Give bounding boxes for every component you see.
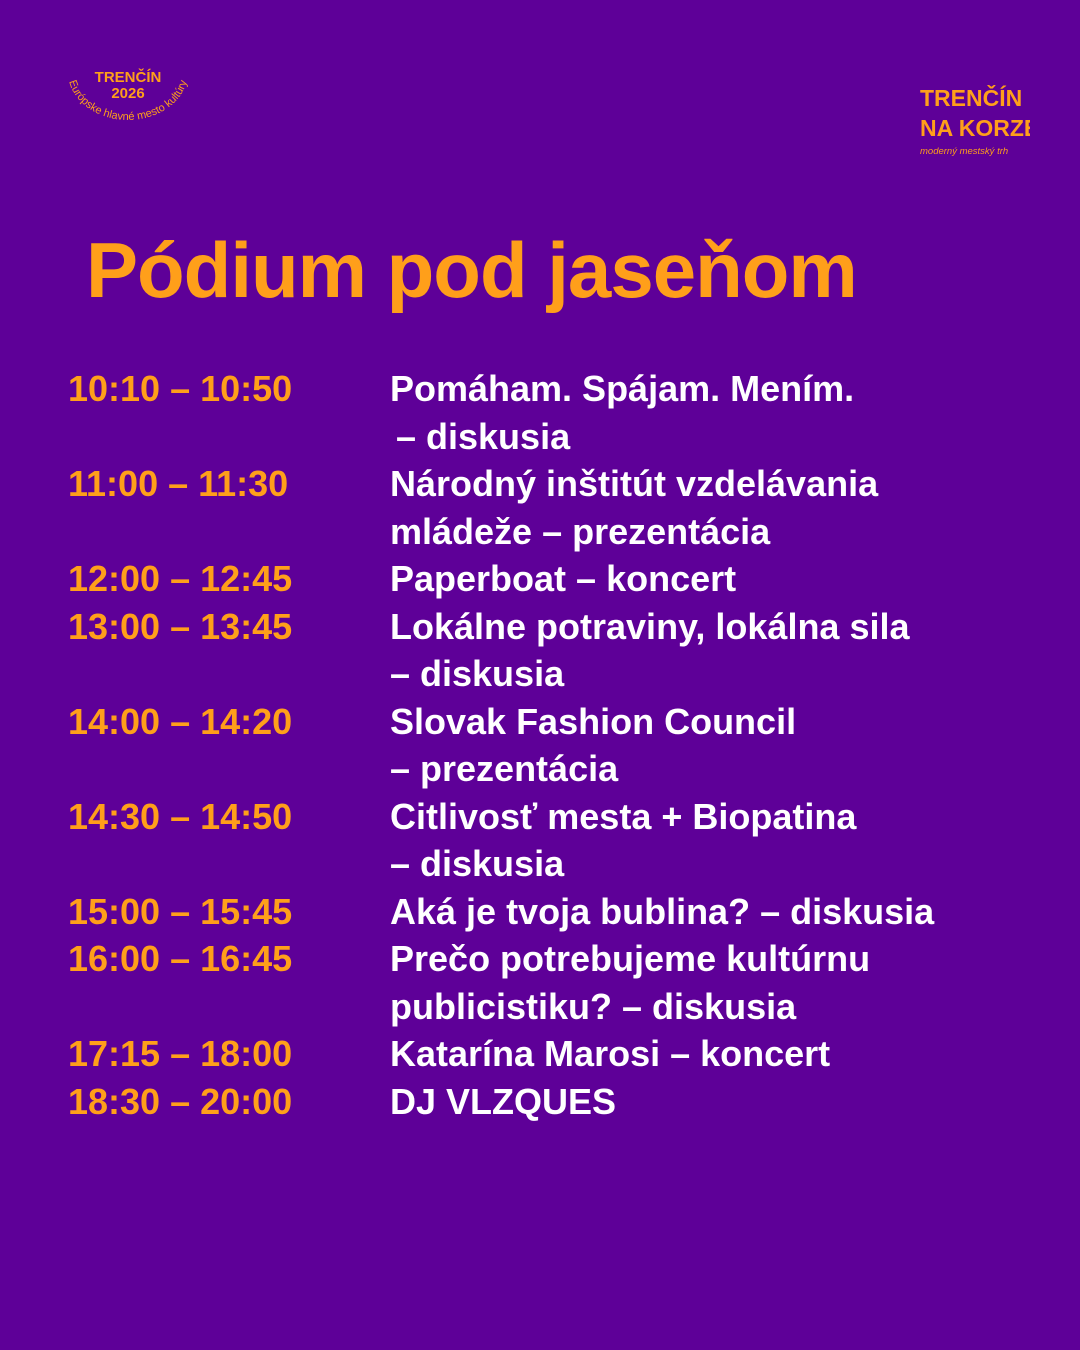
schedule-event-line: Slovak Fashion Council: [390, 700, 797, 742]
trencin-na-korze-logo-icon: [910, 78, 1030, 164]
schedule-event-line: – diskusia: [390, 843, 565, 884]
schedule-event-line: Prečo potrebujeme kultúrnu: [390, 938, 871, 979]
schedule-event-line: Lokálne potraviny, lokálna sila: [390, 605, 910, 647]
schedule-time: 15:00 – 15:45: [68, 890, 293, 932]
schedule-event: [390, 698, 1028, 793]
schedule-event-line: Národný inštitút vzdelávania: [390, 463, 879, 504]
schedule-event-line: – diskusia: [390, 653, 565, 694]
schedule-time: 18:30 – 20:00: [68, 1080, 293, 1122]
schedule-row: [68, 793, 1028, 888]
schedule-event-line: Paperboat – koncert: [390, 558, 737, 599]
schedule-event: [390, 1030, 1028, 1078]
schedule-event-line: Katarína Marosi – koncert: [390, 1033, 831, 1074]
schedule-time: 11:00 – 11:30: [68, 463, 289, 504]
trencin-2026-logo-icon: [60, 60, 195, 140]
schedule-time: 14:30 – 14:50: [68, 795, 293, 837]
schedule-row: [68, 1078, 1028, 1126]
logo-left-arc-text: Európske hlavné mesto kultúry: [66, 78, 190, 124]
schedule-time: 16:00 – 16:45: [68, 938, 293, 979]
schedule-time: 12:00 – 12:45: [68, 558, 293, 599]
schedule-event: [390, 888, 1028, 936]
schedule-event: [390, 1078, 1028, 1126]
schedule-row: [68, 555, 1028, 603]
schedule-row: [68, 888, 1028, 936]
schedule-event-line: – diskusia: [396, 415, 571, 457]
schedule-event-line: Aká je tvoja bublina? – diskusia: [390, 890, 935, 932]
schedule-event: [390, 603, 1028, 698]
schedule-row: [68, 698, 1028, 793]
schedule-row: [68, 1030, 1028, 1078]
schedule-event-line: DJ VLZQUES: [390, 1080, 617, 1122]
logo-left-line1: TRENČÍN: [94, 69, 162, 86]
schedule-time: 13:00 – 13:45: [68, 605, 293, 647]
schedule-event: [390, 793, 1028, 888]
trencin-na-korze-logo: [910, 78, 1030, 164]
schedule-row: [68, 603, 1028, 698]
trencin-2026-logo: [60, 60, 195, 140]
schedule-event-line: Pomáham. Spájam. Mením.: [390, 368, 855, 409]
schedule-event-line: mládeže – prezentácia: [390, 510, 771, 552]
schedule-row: [68, 365, 1028, 460]
schedule-row: [68, 460, 1028, 555]
schedule-event-line: – prezentácia: [390, 748, 619, 789]
schedule-list: [68, 365, 1028, 1125]
logo-right-tagline: moderný mestský trh: [920, 146, 1009, 157]
logo-right-line2: NA KORZE: [920, 115, 1030, 141]
logo-right-line1: TRENČÍN: [920, 85, 1023, 111]
schedule-event: [390, 935, 1028, 1030]
schedule-event: [390, 365, 1028, 460]
schedule-event-line: publicistiku? – diskusia: [390, 985, 797, 1027]
page-title: Pódium pod jaseňom: [86, 226, 857, 314]
schedule-row: [68, 935, 1028, 1030]
logo-left-line2: 2026: [111, 85, 145, 102]
schedule-event: [390, 555, 1028, 603]
schedule-time: 17:15 – 18:00: [68, 1033, 293, 1074]
schedule-time: 14:00 – 14:20: [68, 700, 293, 742]
schedule-event: [390, 460, 1028, 555]
schedule-time: 10:10 – 10:50: [68, 368, 293, 409]
schedule-event-line: Citlivosť mesta + Biopatina: [390, 795, 857, 837]
